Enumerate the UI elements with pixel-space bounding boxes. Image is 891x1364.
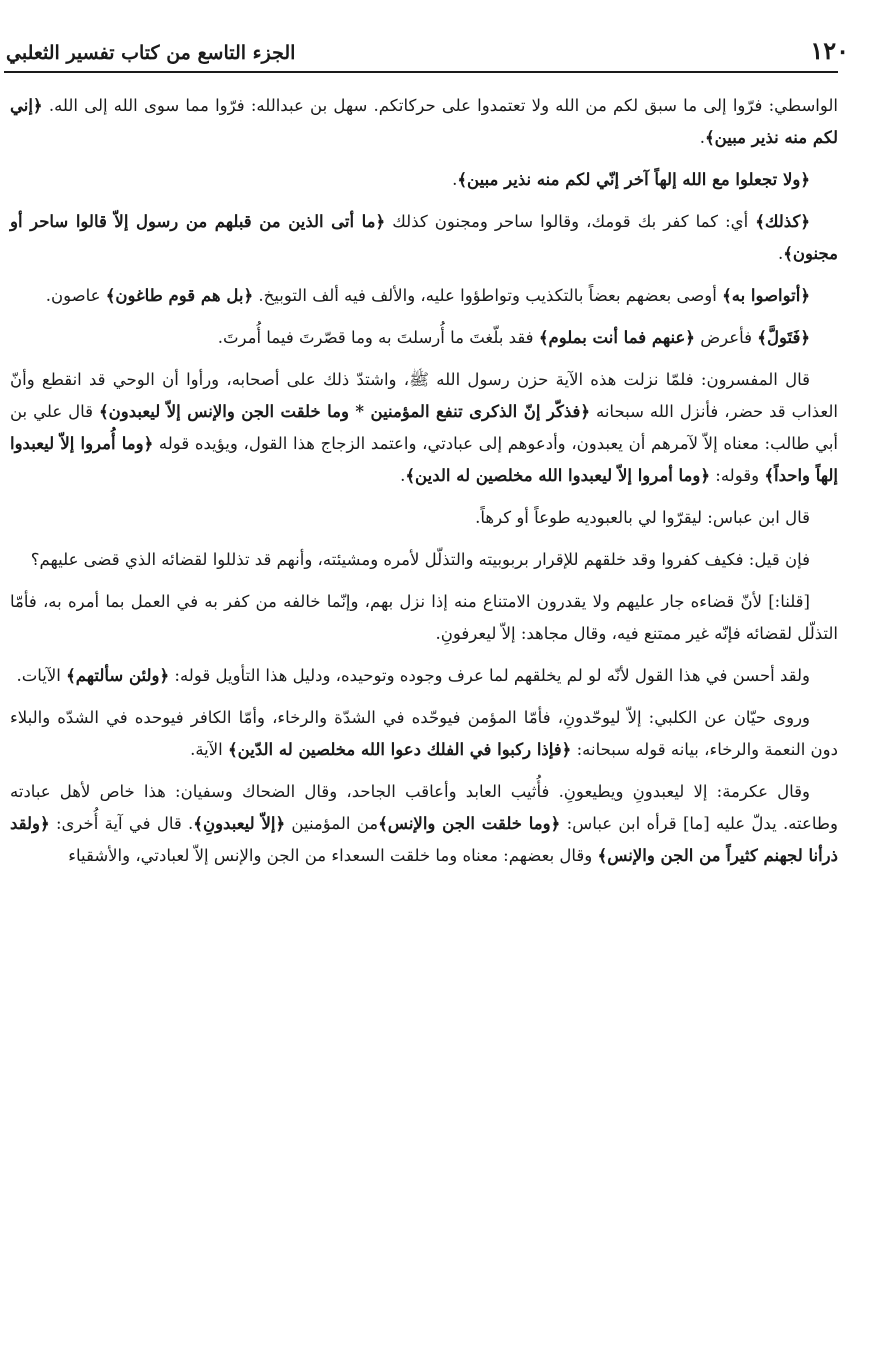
quran-quote: ﴿ما أتى الذين من قبلهم من رسول إلاّ قالوا ساحر أو مجنون﴾ [10, 212, 838, 263]
paragraph-text: أي: كما كفر بك قومك، وقالوا ساحر ومجنون كذلك [385, 212, 756, 231]
paragraph-text: قال علي بن أبي طالب: معناه إلاّ لآمرهم أن يعبدون، وأدعوهم إلى عبادتي، واعتمد الزجاج هذا القول، ويؤيده قوله [10, 402, 838, 453]
quran-quote: ﴿ولئن سألتهم﴾ [66, 666, 170, 685]
running-title: الجزء التاسع من كتاب تفسير الثعلبي [6, 42, 296, 64]
paragraph-text: قال المفسرون: فلمّا نزلت هذه الآية حزن رسول الله ﷺ، واشتدّ ذلك على أصحابه، ورأوا أن الوحي قد انقطع وأنّ العذاب قد حضر، فأنزل الله سبحانه [10, 370, 838, 421]
paragraph [10, 322, 838, 354]
paragraph [10, 90, 838, 154]
paragraph [10, 206, 838, 270]
paragraph-text: الآيات. [16, 666, 67, 685]
paragraph [10, 502, 838, 534]
page-body [10, 90, 838, 882]
quran-quote: ﴿كذلك﴾ [755, 212, 810, 231]
paragraph-text: فأعرض [694, 328, 758, 347]
quran-quote: ﴿فإذا ركبوا في الفلك دعوا الله مخلصين له الدّين﴾ [228, 740, 572, 759]
paragraph-text: ولقد أحسن في هذا القول لأنّه لو لم يخلقهم لما عرف وجوده وتوحيده، ودليل هذا التأويل قوله: [169, 666, 810, 685]
paragraph-text: . [699, 128, 705, 147]
paragraph-text: [قلنا:] لأنّ قضاءه جار عليهم ولا يقدرون الامتناع منه إذا نزل بهم، وإنّما خالفه من كفر به في العمل بما أمره به، فأمّا التذلّل لقضائه فإنّه غير ممتنع فيه، وقال مجاهد: إلاّ ليعرفونِ. [10, 592, 838, 643]
page-number: ١٢٠ [810, 36, 849, 65]
paragraph-text: الواسطي: فرّوا إلى ما سبق لكم من الله ولا تعتمدوا على حركاتكم. سهل بن عبدالله: فرّوا مما سوى الله إلى الله. [42, 96, 838, 115]
paragraph-text: وقال بعضهم: معناه وما خلقت السعداء من الجن والإنس إلاّ لعبادتي، والأشقياء [68, 846, 598, 865]
header-divider [4, 71, 838, 73]
paragraph-text: وقال عكرمة: إلا ليعبدونِ ويطيعونِ. فأُثيب العابد وأعاقب الجاحد، وقال الضحاك وسفيان: هذا خاص لأهل عبادته وطاعته. يدلّ عليه [ما] قرأه ابن عباس: [10, 782, 838, 833]
quran-quote: ﴿وما خلقت الجن والإنس﴾ [378, 814, 561, 833]
quran-quote: ﴿فَتَولَّ﴾ [757, 328, 810, 347]
quran-quote: ﴿ولا تجعلوا مع الله إلهاً آخر إنّي لكم منه نذير مبين﴾ [457, 170, 810, 189]
paragraph-text: وقوله: [710, 466, 765, 485]
paragraph-text: وروى حيّان عن الكلبي: إلاّ ليوحّدونِ، فأمّا المؤمن فيوحّده في الشدّة والرخاء، وأمّا الكافر فيوحده في الشدّه والبلاء دون النعمة والرخاء، بيانه قوله سبحانه: [10, 708, 838, 759]
quran-quote: ﴿عنهم فما أنت بملوم﴾ [538, 328, 695, 347]
paragraph-text: قال ابن عباس: ليقرّوا لي بالعبوديه طوعاً أو كرهاً. [475, 508, 810, 527]
paragraph-text: . [452, 170, 458, 189]
paragraph [10, 164, 838, 196]
quran-quote: ﴿بل هم قوم طاغون﴾ [105, 286, 254, 305]
running-header [0, 30, 891, 70]
paragraph [10, 364, 838, 492]
paragraph-text: الآية. [190, 740, 229, 759]
paragraph-text: من المؤمنين [285, 814, 379, 833]
paragraph-text: فقد بلّغتَ ما أُرسلتَ به وما قصّرتَ فيما أُمرتَ. [217, 328, 539, 347]
paragraph [10, 776, 838, 872]
paragraph [10, 702, 838, 766]
quran-quote: ﴿وما أمروا إلاّ ليعبدوا الله مخلصين له الدين﴾ [405, 466, 711, 485]
quran-quote: ﴿ولقد ذرأنا لجهنم كثيراً من الجن والإنس﴾ [10, 814, 838, 865]
paragraph-text: فإن قيل: فكيف كفروا وقد خلقهم للإقرار بربوبيته والتذلّل لأمره ومشيئته، وأنهم قد تذللوا لقضائه الذي قضى عليهم؟ [30, 550, 810, 569]
paragraph [10, 280, 838, 312]
paragraph [10, 544, 838, 576]
paragraph [10, 660, 838, 692]
paragraph-text: أوصى بعضهم بعضاً بالتكذيب وتواطؤوا عليه، والألف فيه ألف التوبيخ. [253, 286, 723, 305]
quran-quote: ﴿إلاّ ليعبدونِ﴾ [193, 814, 286, 833]
quran-quote: ﴿وما أُمروا إلاّ ليعبدوا إلهاً واحداً﴾ [10, 434, 838, 485]
paragraph-text: . [400, 466, 406, 485]
paragraph-text: عاصون. [45, 286, 106, 305]
paragraph-text: . قال في آية أُخرى: [49, 814, 194, 833]
quran-quote: ﴿إني لكم منه نذير مبين﴾ [10, 96, 838, 147]
quran-quote: ﴿أتواصوا به﴾ [722, 286, 810, 305]
quran-quote: ﴿فذكّر إنّ الذكرى تنفع المؤمنين * وما خلقت الجن والإنس إلاّ ليعبدون﴾ [98, 402, 591, 421]
paragraph [10, 586, 838, 650]
paragraph-text: . [777, 244, 784, 263]
